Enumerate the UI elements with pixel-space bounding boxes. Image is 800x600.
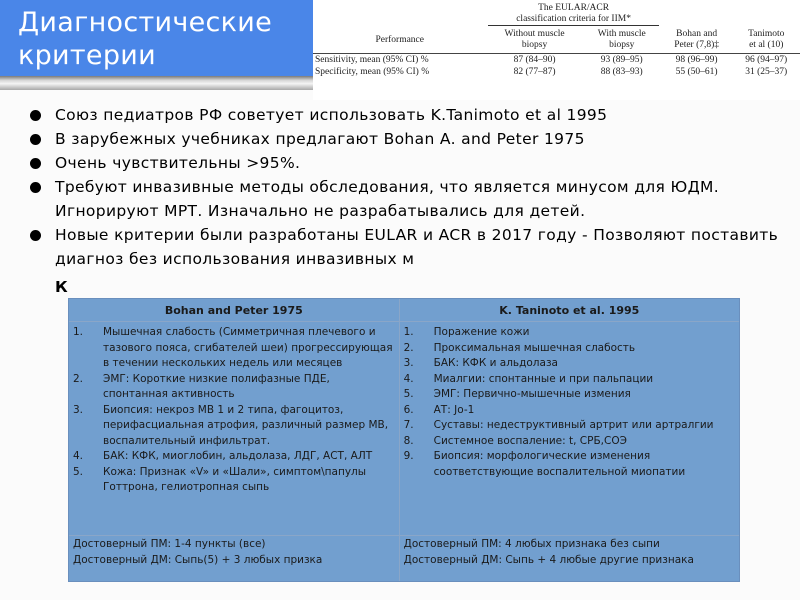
list-item: 9. Биопсия: морфологические изменения соответствующие воспалительной миопатии: [403, 450, 686, 478]
list-item: 3. БАК: КФК и альдолаза: [403, 357, 558, 369]
col-header-without-biopsy: Without muscle biopsy: [486, 26, 582, 54]
col-header-tanimoto-1995: K. Taninoto et al. 1995: [399, 299, 739, 322]
list-item: 5. ЭМГ: Первично-мышечные измения: [403, 388, 631, 400]
table-row-specificity: Specificity, mean (95% CI) % 82 (77–87) 88 (83–93) 55 (50–61) 31 (25–37): [315, 67, 788, 77]
list-item: 3. Биопсия: некроз МВ 1 и 2 типа, фагоцитоз, перифасциальная атрофия, различный размер МВ, воспалительный инфильтрат.: [73, 403, 389, 447]
bullet-dot-icon: [30, 110, 41, 121]
bullet-dot-icon: [30, 158, 41, 169]
bullet-item: Союз педиатров РФ советует использовать K.Tanimoto et al 1995: [30, 103, 790, 127]
bullet-dot-icon: [30, 182, 41, 193]
list-item: 4. Миалгии: спонтанные и при пальпации: [403, 372, 654, 385]
list-item: 6. АТ: Jo-1: [403, 403, 475, 416]
bullet-list: [30, 103, 790, 299]
slide-title-line2: критерии: [18, 40, 156, 71]
bohan-peter-diagnosis-rules: Достоверный ПМ: 1-4 пункты (все) Достоверный ДМ: Сыпь(5) + 3 любых призка: [69, 536, 399, 582]
list-item: 2. Проксимальная мышечная слабость: [403, 341, 636, 354]
tanimoto-diagnosis-rules: Достоверный ПМ: 4 любых признака без сыпи Достоверный ДМ: Сыпь + 4 любые другие признака: [399, 536, 739, 582]
col-header-bohan-peter-1975: Bohan and Peter 1975: [69, 299, 399, 322]
col-header-bohan-peter: Bohan and Peter (7,8)‡: [661, 26, 733, 54]
list-item: 5. Кожа: Признак «V» и «Шали», симптом\папулы Готтрона, гелиотропная сыпь: [73, 465, 367, 493]
bullet-item: Новые критерии были разработаны EULAR и ACR в 2017 году - Позволяют поставить диагноз без использования инвазивных м К: [30, 223, 790, 299]
list-item: 4. БАК: КФК, миоглобин, альдолаза, ЛДГ, АСТ, АЛТ: [73, 450, 373, 462]
bullet-item: Очень чувствительны >95%.: [30, 151, 790, 175]
performance-table: [313, 0, 800, 100]
criteria-comparison-table: [68, 298, 740, 582]
bohan-peter-criteria: [69, 322, 399, 536]
col-header-performance: Performance: [313, 26, 486, 54]
bullet-dot-icon: [30, 230, 41, 241]
bullet-dot-icon: [30, 134, 41, 145]
tanimoto-criteria: [399, 322, 739, 536]
list-item: 1. Мышечная слабость (Симметричная плечевого и тазового пояса, сгибателей шеи) прогрессирующая в течении нескольких недель или месяцев: [73, 326, 393, 369]
slide-title: [18, 6, 272, 72]
slide-title-line1: Диагностические: [18, 7, 273, 38]
bullet-item: В зарубежных учебниках предлагают Bohan A. and Peter 1975: [30, 127, 790, 151]
title-bar: [0, 0, 313, 76]
list-item: 7. Суставы: недеструктивный артрит или артралгии: [403, 419, 714, 431]
eular-group-header: The EULAR/ACR classification criteria for IIM*: [486, 0, 660, 26]
list-item: 2. ЭМГ: Короткие низкие полифазные ПДЕ, спонтанная активность: [73, 372, 330, 400]
list-item: 8. Системное воспаление: t, СРБ,СОЭ: [403, 434, 627, 447]
col-header-with-biopsy: With muscle biopsy: [583, 26, 661, 54]
list-item: 1. Поражение кожи: [403, 326, 530, 338]
bullet-item: Требуют инвазивные методы обследования, что является минусом для ЮДМ. Игнорируют МРТ. Изначально не разрабатывались для детей.: [30, 175, 790, 223]
table-row-sensitivity: Sensitivity, mean (95% CI) % 87 (84–90) 93 (89–95) 98 (96–99) 96 (94–97): [315, 55, 788, 65]
col-header-tanimoto: Tanimoto et al (10): [732, 26, 800, 54]
title-divider: [0, 76, 313, 90]
